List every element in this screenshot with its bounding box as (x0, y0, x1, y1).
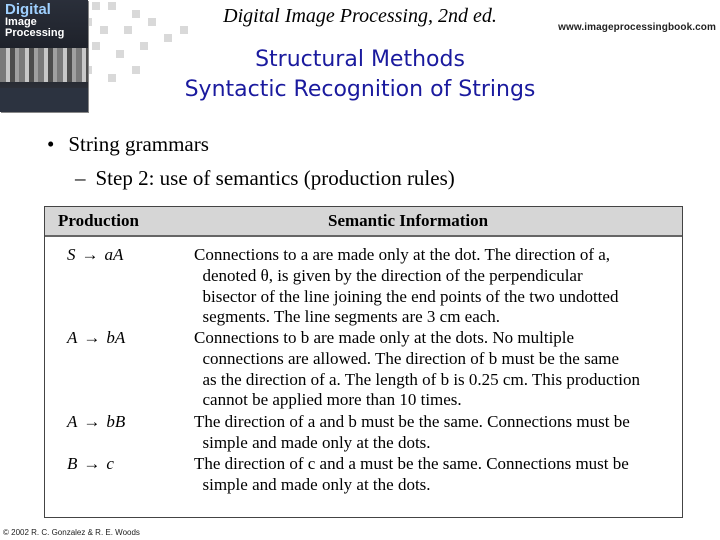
semantic-line: The direction of c and a must be the same. Connections must be (194, 454, 629, 473)
production-rule (67, 328, 125, 348)
bullet-text: String grammars (68, 132, 209, 156)
copyright-footer: © 2002 R. C. Gonzalez & R. E. Woods (3, 528, 140, 537)
table-header-row (45, 207, 682, 237)
semantic-line: as the direction of a. The length of b is 0.25 cm. This production (194, 369, 641, 389)
slide-title-line-2: Syntactic Recognition of Strings (184, 77, 536, 102)
book-cover-title: Digital Image Processing (5, 1, 65, 39)
book-cover-author-band (0, 88, 88, 112)
semantic-information (194, 454, 678, 496)
bullet-marker: • (47, 132, 55, 156)
website-url: www.imageprocessingbook.com (558, 22, 716, 33)
semantic-line: connections are allowed. The direction of b must be the same (194, 348, 620, 368)
semantic-information (194, 245, 678, 328)
rule-rhs: aA (104, 245, 124, 264)
semantic-line: bisector of the line joining the end points of the two undotted (194, 286, 619, 306)
rule-lhs: S (67, 245, 76, 264)
semantic-information (194, 328, 678, 411)
production-rule (67, 454, 114, 474)
book-cover-photo-strip (0, 48, 88, 82)
rule-lhs: B (67, 454, 78, 473)
sub-bullet-text: Step 2: use of semantics (production rules) (95, 166, 455, 190)
rule-rhs: bA (106, 328, 126, 347)
rule-rhs: bB (106, 412, 126, 431)
book-cover-image (0, 0, 88, 112)
slide-title-line-1: Structural Methods (255, 47, 465, 72)
rule-arrow: → (81, 245, 99, 264)
column-header-production: Production (58, 211, 139, 230)
semantic-line: cannot be applied more than 10 times. (194, 390, 462, 410)
rule-rhs: c (106, 454, 114, 473)
semantic-line: Connections to a are made only at the dot. The direction of a, (194, 245, 611, 264)
semantic-line: simple and made only at the dots. (194, 474, 431, 494)
column-header-semantic-information: Semantic Information (328, 211, 489, 230)
rule-arrow: → (83, 412, 101, 431)
semantic-line: Connections to b are made only at the dots. No multiple (194, 328, 575, 347)
rule-arrow: → (83, 454, 101, 473)
rule-arrow: → (83, 328, 101, 347)
production-rule (67, 245, 123, 265)
semantic-line: segments. The line segments are 3 cm each. (194, 307, 501, 327)
rule-lhs: A (67, 412, 78, 431)
rule-lhs: A (67, 328, 78, 347)
slide-title (140, 45, 580, 105)
sub-bullet-point (75, 166, 455, 191)
production-rule (67, 412, 125, 432)
sub-bullet-marker: – (75, 166, 86, 190)
production-rules-table (44, 206, 683, 518)
bullet-point (47, 132, 209, 157)
semantic-information (194, 412, 678, 454)
book-title: Digital Image Processing, 2nd ed. (223, 5, 497, 27)
semantic-line: denoted θ, is given by the direction of the perpendicular (194, 265, 583, 285)
semantic-line: The direction of a and b must be the same. Connections must be (194, 412, 630, 431)
semantic-line: simple and made only at the dots. (194, 432, 431, 452)
